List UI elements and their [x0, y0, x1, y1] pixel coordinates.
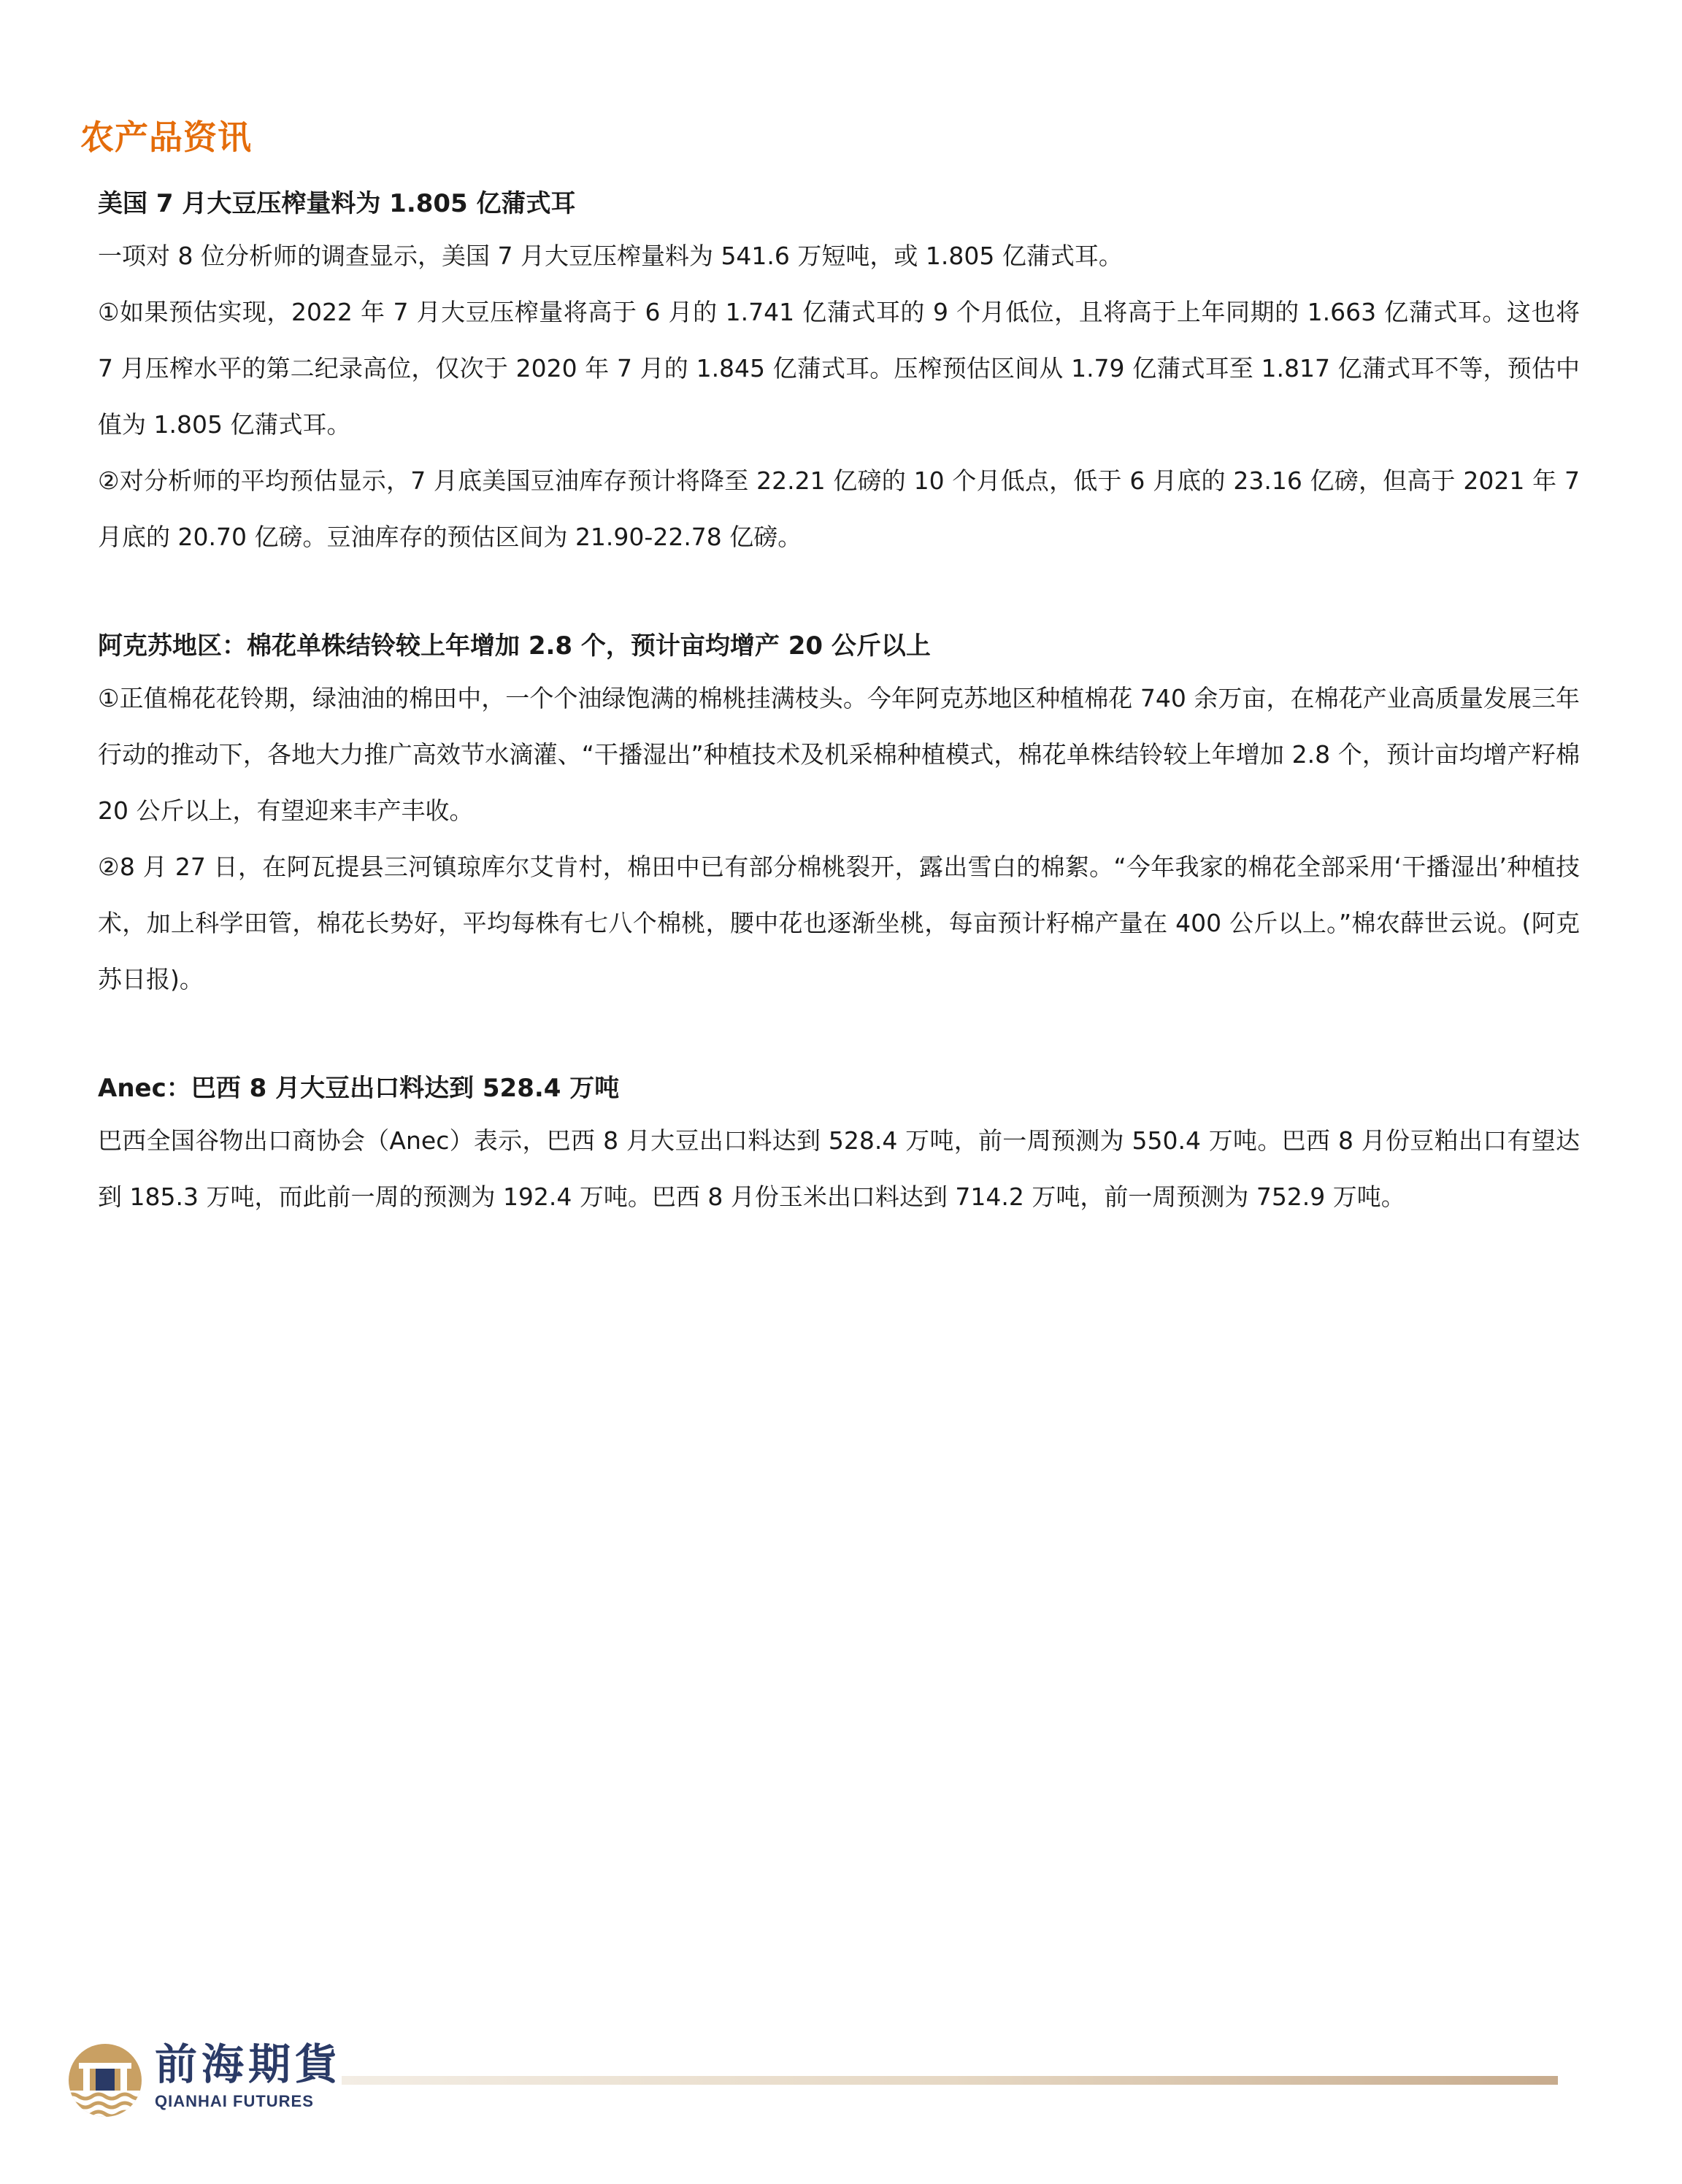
article-title: 美国 7 月大豆压榨量料为 1.805 亿蒲式耳: [98, 189, 576, 218]
article-title: Anec：巴西 8 月大豆出口料达到 528.4 万吨: [98, 1074, 620, 1103]
footer-divider: [342, 2076, 1558, 2085]
article-paragraph: ②8 月 27 日，在阿瓦提县三河镇琼库尔艾肯村，棉田中已有部分棉桃裂开，露出雪白的棉絮。“今年我家的棉花全部采用‘干播湿出’种植技术，加上科学田管，棉花长势好，平均每株有七八个棉桃，腰中花也逐渐坐桃，每亩预计籽棉产量在 400 公斤以上。”棉农薛世云说。(阿克苏日报)。: [98, 853, 1580, 993]
brand-name: [155, 2038, 342, 2112]
section-title: 农产品资讯: [80, 118, 252, 157]
brand-name-en: QIANHAI FUTURES: [155, 2092, 314, 2110]
article-paragraph: ①正值棉花花铃期，绿油油的棉田中，一个个油绿饱满的棉桃挂满枝头。今年阿克苏地区种植棉花 740 余万亩，在棉花产业高质量发展三年行动的推动下，各地大力推广高效节水滴灌、“干播湿出”种植技术及机采棉种植模式，棉花单株结铃较上年增加 2.8 个，预计亩均增产籽棉 20 公斤以上，有望迎来丰产丰收。: [98, 684, 1580, 825]
qianhai-logo-icon: [64, 2039, 146, 2121]
article-paragraph: 巴西全国谷物出口商协会（Anec）表示，巴西 8 月大豆出口料达到 528.4 万吨，前一周预测为 550.4 万吨。巴西 8 月份豆粕出口有望达到 185.3 万吨，而此前一周的预测为 192.4 万吨。巴西 8 月份玉米出口料达到 714.2 万吨，前一周预测为 752.9 万吨。: [98, 1126, 1580, 1211]
article-list: [98, 180, 1580, 1225]
article-us-soy-crush: [98, 180, 1580, 565]
article-paragraph: 一项对 8 位分析师的调查显示，美国 7 月大豆压榨量料为 541.6 万短吨，或 1.805 亿蒲式耳。: [98, 242, 1123, 270]
article-paragraph: ②对分析师的平均预估显示，7 月底美国豆油库存预计将降至 22.21 亿磅的 10 个月低点，低于 6 月底的 23.16 亿磅，但高于 2021 年 7 月底的 20.70 亿磅。豆油库存的预估区间为 21.90-22.78 亿磅。: [98, 466, 1580, 551]
article-anec-brazil: [98, 1064, 1580, 1225]
article-title: 阿克苏地区：棉花单株结铃较上年增加 2.8 个，预计亩均增产 20 公斤以上: [98, 631, 931, 661]
article-paragraph: ①如果预估实现，2022 年 7 月大豆压榨量将高于 6 月的 1.741 亿蒲式耳的 9 个月低位，且将高于上年同期的 1.663 亿蒲式耳。这也将 7 月压榨水平的第二纪录高位，仅次于 2020 年 7 月的 1.845 亿蒲式耳。压榨预估区间从 1.79 亿蒲式耳至 1.817 亿蒲式耳不等，预估中值为 1.805 亿蒲式耳。: [98, 298, 1580, 439]
brand-name-cn: 前海期貨: [155, 2039, 342, 2089]
article-aksu-cotton: [98, 622, 1580, 1007]
